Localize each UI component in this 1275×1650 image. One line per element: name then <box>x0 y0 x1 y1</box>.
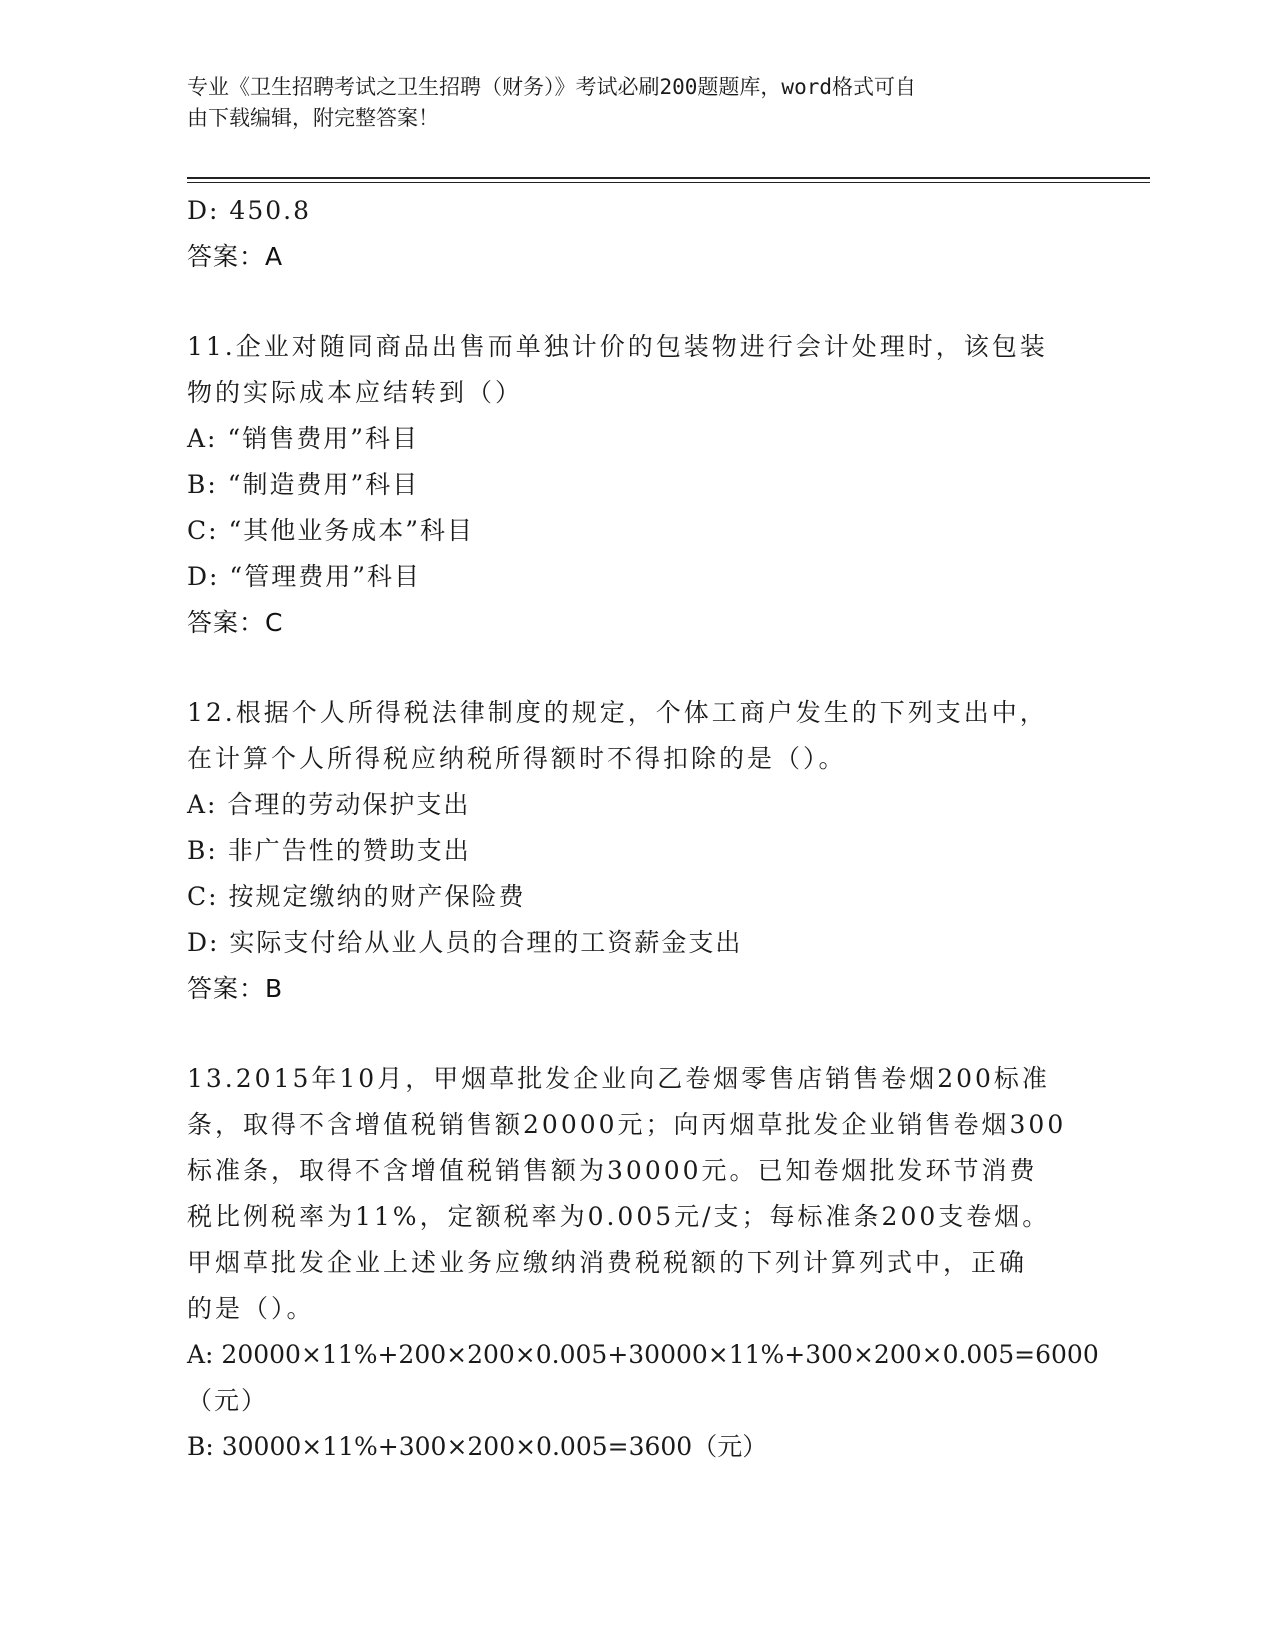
header-rule-thick <box>187 177 1150 179</box>
option-a: A: 合理的劳动保护支出 <box>187 790 471 819</box>
question-spacer <box>187 1012 1087 1056</box>
answer: 答案：C <box>187 608 284 637</box>
prev-answer: 答案：A <box>187 242 284 271</box>
document-header <box>187 72 1067 134</box>
option-d: D: “管理费用”科目 <box>187 562 421 591</box>
question-stem-line: 13.2015年10月，甲烟草批发企业向乙卷烟零售店销售卷烟200标准 <box>187 1064 1050 1093</box>
question-stem-line: 条，取得不含增值税销售额20000元；向丙烟草批发企业销售卷烟300 <box>187 1110 1067 1139</box>
question-stem-line: 在计算个人所得税应纳税所得额时不得扣除的是（）。 <box>187 744 847 773</box>
header-line-1: 专业《卫生招聘考试之卫生招聘（财务）》考试必刷200题题库，word格式可自 <box>187 75 916 99</box>
question-12 <box>187 690 1087 1012</box>
question-stem-line: 的是（）。 <box>187 1294 315 1323</box>
answer: 答案：B <box>187 974 284 1003</box>
option-b: B: 非广告性的赞助支出 <box>187 836 471 865</box>
option-b: B: 30000×11%+300×200×0.005=3600（元） <box>187 1432 768 1461</box>
question-11 <box>187 324 1087 646</box>
question-stem-line: 税比例税率为11%，定额税率为0.005元/支；每标准条200支卷烟。 <box>187 1202 1051 1231</box>
question-stem-line: 12.根据个人所得税法律制度的规定，个体工商户发生的下列支出中， <box>187 698 1048 727</box>
question-stem-line: 11.企业对随同商品出售而单独计价的包装物进行会计处理时，该包装 <box>187 332 1048 361</box>
option-b: B: “制造费用”科目 <box>187 470 420 499</box>
header-line-2: 由下载编辑，附完整答案！ <box>187 106 439 130</box>
option-a: A: “销售费用”科目 <box>187 424 419 453</box>
question-spacer <box>187 646 1087 690</box>
option-a-continued: （元） <box>187 1386 269 1415</box>
document-body <box>187 188 1099 1470</box>
question-spacer <box>187 280 1087 324</box>
option-c: C: “其他业务成本”科目 <box>187 516 475 545</box>
header-rule-thin <box>187 182 1150 183</box>
option-c: C: 按规定缴纳的财产保险费 <box>187 882 526 911</box>
question-stem-line: 标准条，取得不含增值税销售额为30000元。已知卷烟批发环节消费 <box>187 1156 1038 1185</box>
question-13 <box>187 1056 1099 1470</box>
option-a: A: 20000×11%+200×200×0.005+30000×11%+300×200×0.005=6000 <box>187 1340 1099 1369</box>
option-d: D: 实际支付给从业人员的合理的工资薪金支出 <box>187 928 743 957</box>
question-stem-line: 甲烟草批发企业上述业务应缴纳消费税税额的下列计算列式中，正确 <box>187 1248 1028 1277</box>
question-stem-line: 物的实际成本应结转到（） <box>187 378 524 407</box>
prev-option-d: D: 450.8 <box>187 196 311 225</box>
